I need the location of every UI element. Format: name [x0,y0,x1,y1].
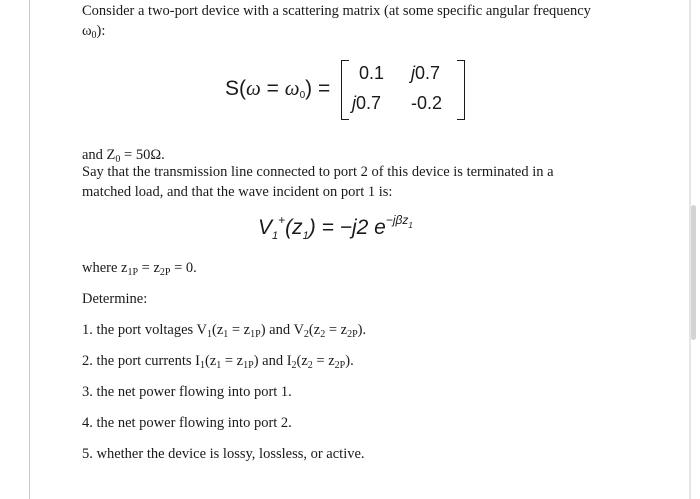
s-equation-lhs: S(ω = ω0) = [225,76,331,101]
matrix-cell-12: j0.7 [411,63,441,83]
list-item-2: 2. the port currents $I_1(z_1 = z_{1P})$ and $I_2(z_2 = z_{2P})$. [82,353,354,371]
matrix-right-bracket [457,60,465,120]
where-line: where $z_{1P} = z_{2P} = 0$. [82,260,197,278]
say-line-2: matched load, and that the wave incident on port 1 is: [82,184,393,200]
matrix-left-bracket [341,60,349,120]
list-item-5: 5. whether the device is lossy, lossless, or active. [82,446,365,462]
intro-line-1: Consider a two-port device with a scattering matrix (at some specific angular frequency [82,3,591,19]
determine-heading: Determine: [82,291,148,307]
z0-line: and $Z_0 = 50\Omega$. [82,147,165,165]
say-line-1: Say that the transmission line connected to port 2 of this device is terminated in a [82,164,554,180]
scrollbar-thumb[interactable] [691,205,696,340]
page-left-border [29,0,30,499]
intro-line-2: $\omega_0$): [82,23,106,41]
list-item-4: 4. the net power flowing into port 2. [82,415,292,431]
omega-symbol: ω [82,23,92,39]
matrix-cell-21: j0.7 [352,93,382,113]
incident-wave-equation: $V_1^+(z_1) = -j2$ $e^{-j\beta z1}$ [258,213,413,242]
matrix-cell-22: -0.2 [411,93,443,113]
list-item-1: 1. the port voltages $V_1(z_1 = z_{1P})$ and $V_2(z_2 = z_{2P})$. [82,322,367,340]
list-item-3: 3. the net power flowing into port 1. [82,384,292,400]
matrix-cell-11: 0.1 [359,63,385,83]
